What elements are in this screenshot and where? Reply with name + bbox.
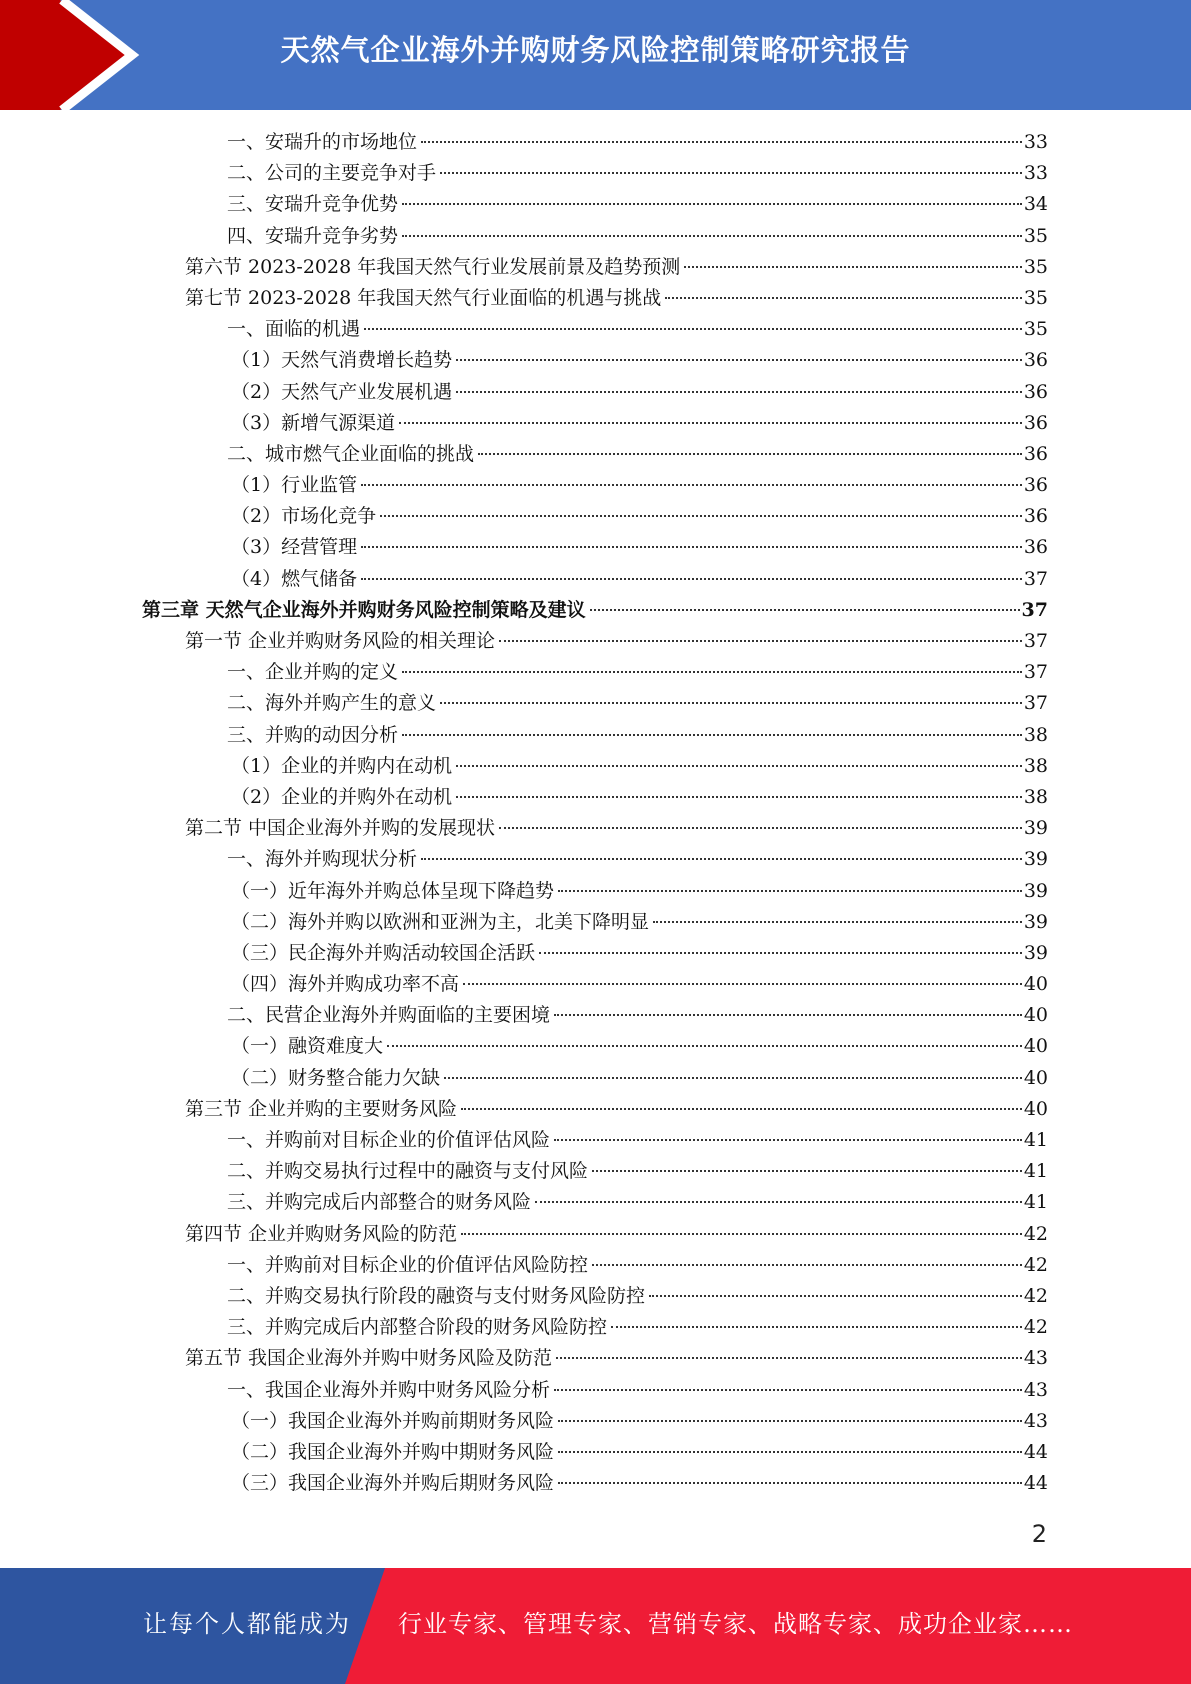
toc-entry-title: 三、安瑞升竞争优势	[227, 193, 399, 216]
toc-entry[interactable]	[0, 1000, 1191, 1031]
toc-leader-dots	[554, 1389, 1022, 1391]
toc-entry-title: 第三节 企业并购的主要财务风险	[185, 1097, 458, 1120]
toc-entry-title: 第四节 企业并购财务风险的防范	[185, 1222, 458, 1245]
toc-entry[interactable]	[0, 283, 1191, 314]
toc-leader-dots	[461, 1108, 1022, 1110]
toc-entry[interactable]	[0, 595, 1191, 626]
toc-entry-page: 39	[1023, 848, 1048, 871]
toc-leader-dots	[478, 453, 1022, 455]
toc-entry-page: 38	[1023, 785, 1048, 808]
footer-slogan-right: 行业专家、管理专家、营销专家、战略专家、成功企业家……	[398, 1610, 1073, 1638]
toc-leader-dots	[421, 141, 1022, 143]
toc-entry[interactable]	[0, 751, 1191, 782]
toc-leader-dots	[535, 1201, 1022, 1203]
toc-entry-page: 36	[1023, 474, 1048, 497]
toc-entry-page: 37	[1021, 598, 1048, 621]
toc-entry[interactable]	[0, 158, 1191, 189]
toc-entry[interactable]	[0, 1437, 1191, 1468]
toc-entry-title: 二、公司的主要竞争对手	[227, 162, 437, 185]
toc-leader-dots	[361, 484, 1022, 486]
toc-entry[interactable]	[0, 1406, 1191, 1437]
toc-entry-page: 40	[1023, 973, 1048, 996]
toc-entry[interactable]	[0, 1063, 1191, 1094]
toc-entry-title: （3）新增气源渠道	[231, 411, 396, 434]
toc-entry[interactable]	[0, 938, 1191, 969]
toc-entry-title: （三）民企海外并购活动较国企活跃	[231, 941, 536, 964]
toc-leader-dots	[558, 890, 1022, 892]
toc-entry-title: （二）海外并购以欧洲和亚洲为主，北美下降明显	[231, 910, 650, 933]
toc-entry[interactable]	[0, 657, 1191, 688]
toc-entry[interactable]	[0, 470, 1191, 501]
toc-leader-dots	[499, 827, 1022, 829]
toc-leader-dots	[440, 172, 1022, 174]
toc-entry[interactable]	[0, 501, 1191, 532]
toc-entry-page: 41	[1023, 1160, 1048, 1183]
toc-entry-title: （2）天然气产业发展机遇	[231, 380, 453, 403]
toc-entry-page: 42	[1023, 1222, 1048, 1245]
toc-leader-dots	[461, 1233, 1022, 1235]
toc-leader-dots	[402, 235, 1022, 237]
toc-entry-title: 二、并购交易执行过程中的融资与支付风险	[227, 1160, 589, 1183]
toc-entry-title: 四、安瑞升竞争劣势	[227, 224, 399, 247]
toc-entry-title: （1）企业的并购内在动机	[231, 754, 453, 777]
toc-entry[interactable]	[0, 813, 1191, 844]
toc-entry-title: （二）财务整合能力欠缺	[231, 1066, 441, 1089]
toc-leader-dots	[387, 1045, 1022, 1047]
toc-entry[interactable]	[0, 408, 1191, 439]
toc-entry-title: 第一节 企业并购财务风险的相关理论	[185, 630, 496, 652]
toc-leader-dots	[649, 1295, 1022, 1297]
toc-entry-page: 42	[1023, 1316, 1048, 1339]
toc-leader-dots	[665, 297, 1022, 299]
toc-entry-title: 第七节 2023-2028 年我国天然气行业面临的机遇与挑战	[185, 286, 662, 309]
toc-entry[interactable]	[0, 1250, 1191, 1281]
report-title: 天然气企业海外并购财务风险控制策略研究报告	[280, 33, 911, 67]
toc-leader-dots	[399, 422, 1022, 424]
toc-entry-title: （三）我国企业海外并购后期财务风险	[231, 1472, 555, 1495]
toc-entry-page: 39	[1023, 817, 1048, 840]
toc-entry-page: 40	[1023, 1066, 1048, 1089]
toc-entry[interactable]	[0, 626, 1191, 657]
toc-entry-title: （1）行业监管	[231, 474, 358, 497]
toc-leader-dots	[590, 609, 1020, 611]
toc-leader-dots	[554, 1139, 1022, 1141]
toc-entry-page: 35	[1023, 224, 1048, 247]
toc-entry-page: 39	[1023, 910, 1048, 933]
toc-entry-title: 一、面临的机遇	[227, 318, 361, 341]
toc-leader-dots	[463, 983, 1022, 985]
toc-entry-title: （2）企业的并购外在动机	[231, 785, 453, 808]
toc-entry-title: 第五节 我国企业海外并购中财务风险及防范	[185, 1347, 553, 1370]
toc-leader-dots	[558, 1482, 1022, 1484]
toc-entry-page: 43	[1023, 1409, 1048, 1432]
toc-leader-dots	[440, 702, 1022, 704]
toc-entry-page: 42	[1023, 1284, 1048, 1307]
page-number: 2	[1031, 1520, 1047, 1548]
toc-leader-dots	[456, 391, 1022, 393]
toc-entry-title: （一）融资难度大	[231, 1035, 384, 1058]
toc-entry-page: 44	[1023, 1472, 1048, 1495]
toc-entry-page: 36	[1023, 536, 1048, 559]
toc-leader-dots	[611, 1326, 1022, 1328]
toc-entry-title: 一、企业并购的定义	[227, 661, 399, 684]
toc-leader-dots	[558, 1451, 1022, 1453]
toc-leader-dots	[364, 328, 1022, 330]
toc-entry[interactable]	[0, 1281, 1191, 1312]
toc-entry-page: 43	[1023, 1347, 1048, 1370]
toc-entry[interactable]	[0, 907, 1191, 938]
toc-entry-page: 43	[1023, 1378, 1048, 1401]
toc-entry-page: 38	[1023, 754, 1048, 777]
toc-entry-page: 36	[1023, 380, 1048, 403]
toc-entry-page: 36	[1023, 505, 1048, 528]
toc-entry-title: 三、并购完成后内部整合阶段的财务风险防控	[227, 1316, 608, 1339]
toc-entry[interactable]	[0, 1156, 1191, 1187]
toc-entry[interactable]	[0, 876, 1191, 907]
toc-entry-page: 36	[1023, 411, 1048, 434]
toc-entry-title: 第三章 天然气企业海外并购财务风险控制策略及建议	[142, 598, 586, 621]
toc-entry[interactable]	[0, 377, 1191, 408]
toc-entry-page: 40	[1023, 1004, 1048, 1027]
toc-entry[interactable]	[0, 1187, 1191, 1218]
toc-entry[interactable]	[0, 314, 1191, 345]
toc-entry-page: 38	[1023, 723, 1048, 746]
toc-entry-page: 33	[1023, 162, 1048, 185]
toc-leader-dots	[421, 858, 1022, 860]
toc-entry-title: （一）我国企业海外并购前期财务风险	[231, 1409, 555, 1432]
toc-entry-title: （3）经营管理	[231, 536, 358, 559]
toc-entry[interactable]	[0, 844, 1191, 875]
toc-leader-dots	[361, 578, 1022, 580]
toc-leader-dots	[456, 359, 1022, 361]
toc-entry-page: 36	[1023, 349, 1048, 372]
toc-entry-title: 三、并购完成后内部整合的财务风险	[227, 1191, 532, 1214]
toc-entry-title: 一、安瑞升的市场地位	[227, 131, 418, 153]
toc-entry-title: （1）天然气消费增长趋势	[231, 349, 453, 372]
toc-entry-page: 37	[1023, 567, 1048, 590]
toc-leader-dots	[499, 640, 1022, 642]
toc-entry[interactable]	[0, 688, 1191, 719]
toc-leader-dots	[402, 734, 1022, 736]
toc-entry[interactable]	[0, 221, 1191, 252]
toc-entry[interactable]	[0, 1219, 1191, 1250]
toc-entry-page: 34	[1023, 193, 1048, 216]
toc-entry[interactable]	[0, 1468, 1191, 1499]
toc-entry-title: 二、并购交易执行阶段的融资与支付财务风险防控	[227, 1284, 646, 1307]
toc-leader-dots	[456, 765, 1022, 767]
toc-entry-page: 35	[1023, 286, 1048, 309]
toc-leader-dots	[556, 1357, 1022, 1359]
toc-entry[interactable]	[0, 252, 1191, 283]
toc-leader-dots	[539, 952, 1022, 954]
toc-entry-title: 一、海外并购现状分析	[227, 848, 418, 871]
toc-entry[interactable]	[0, 969, 1191, 1000]
toc-entry-title: （4）燃气储备	[231, 567, 358, 590]
toc-entry-page: 37	[1023, 692, 1048, 715]
toc-entry-title: 第二节 中国企业海外并购的发展现状	[185, 817, 496, 840]
toc-entry-title: 二、海外并购产生的意义	[227, 692, 437, 715]
toc-leader-dots	[554, 1014, 1022, 1016]
toc-entry[interactable]	[0, 1125, 1191, 1156]
toc-entry-title: （二）我国企业海外并购中期财务风险	[231, 1440, 555, 1463]
toc-entry-page: 41	[1023, 1129, 1048, 1151]
toc-leader-dots	[444, 1077, 1022, 1079]
toc-entry-title: （一）近年海外并购总体呈现下降趋势	[231, 879, 555, 902]
page-header	[0, 0, 1191, 110]
toc-leader-dots	[380, 515, 1022, 517]
toc-entry-page: 33	[1023, 131, 1048, 153]
toc-leader-dots	[558, 1420, 1022, 1422]
toc-entry-page: 39	[1023, 941, 1048, 964]
toc-entry-title: 二、城市燃气企业面临的挑战	[227, 442, 475, 465]
toc-entry-page: 35	[1023, 318, 1048, 341]
toc-entry-title: 一、我国企业海外并购中财务风险分析	[227, 1378, 551, 1401]
toc-entry-page: 40	[1023, 1035, 1048, 1058]
toc-entry-page: 42	[1023, 1253, 1048, 1276]
toc-entry-page: 36	[1023, 442, 1048, 465]
toc-entry[interactable]	[0, 1312, 1191, 1343]
toc-entry[interactable]	[0, 532, 1191, 563]
toc-entry[interactable]	[0, 345, 1191, 376]
toc-entry-page: 40	[1023, 1097, 1048, 1120]
toc-entry-title: 一、并购前对目标企业的价值评估风险防控	[227, 1253, 589, 1276]
toc-entry-title: （四）海外并购成功率不高	[231, 973, 460, 996]
toc-leader-dots	[361, 546, 1022, 548]
toc-entry[interactable]	[0, 1094, 1191, 1125]
toc-entry-page: 37	[1023, 630, 1048, 652]
page-footer	[0, 1568, 1191, 1684]
toc-leader-dots	[456, 796, 1022, 798]
toc-entry-page: 44	[1023, 1440, 1048, 1463]
toc-entry-title: 第六节 2023-2028 年我国天然气行业发展前景及趋势预测	[185, 255, 681, 278]
toc-leader-dots	[402, 203, 1022, 205]
toc-entry-page: 39	[1023, 879, 1048, 902]
toc-entry[interactable]	[0, 1375, 1191, 1406]
toc-entry[interactable]	[0, 127, 1191, 158]
toc-entry[interactable]	[0, 564, 1191, 595]
toc-leader-dots	[684, 266, 1022, 268]
toc-entry-title: 二、民营企业海外并购面临的主要困境	[227, 1004, 551, 1027]
toc-entry[interactable]	[0, 1031, 1191, 1062]
toc-leader-dots	[653, 921, 1022, 923]
toc-leader-dots	[592, 1264, 1022, 1266]
toc-entry[interactable]	[0, 782, 1191, 813]
toc-entry-title: 一、并购前对目标企业的价值评估风险	[227, 1129, 551, 1151]
toc-entry-title: 三、并购的动因分析	[227, 723, 399, 746]
toc-entry[interactable]	[0, 439, 1191, 470]
toc-entry[interactable]	[0, 1343, 1191, 1374]
toc-leader-dots	[592, 1170, 1022, 1172]
toc-entry-page: 41	[1023, 1191, 1048, 1214]
toc-entry-page: 35	[1023, 255, 1048, 278]
toc-entry[interactable]	[0, 189, 1191, 220]
toc-leader-dots	[402, 671, 1022, 673]
toc-entry-page: 37	[1023, 661, 1048, 684]
table-of-contents	[0, 127, 1191, 1499]
toc-entry-title: （2）市场化竞争	[231, 505, 377, 528]
footer-slogan-left: 让每个人都能成为	[143, 1610, 351, 1638]
toc-entry[interactable]	[0, 720, 1191, 751]
